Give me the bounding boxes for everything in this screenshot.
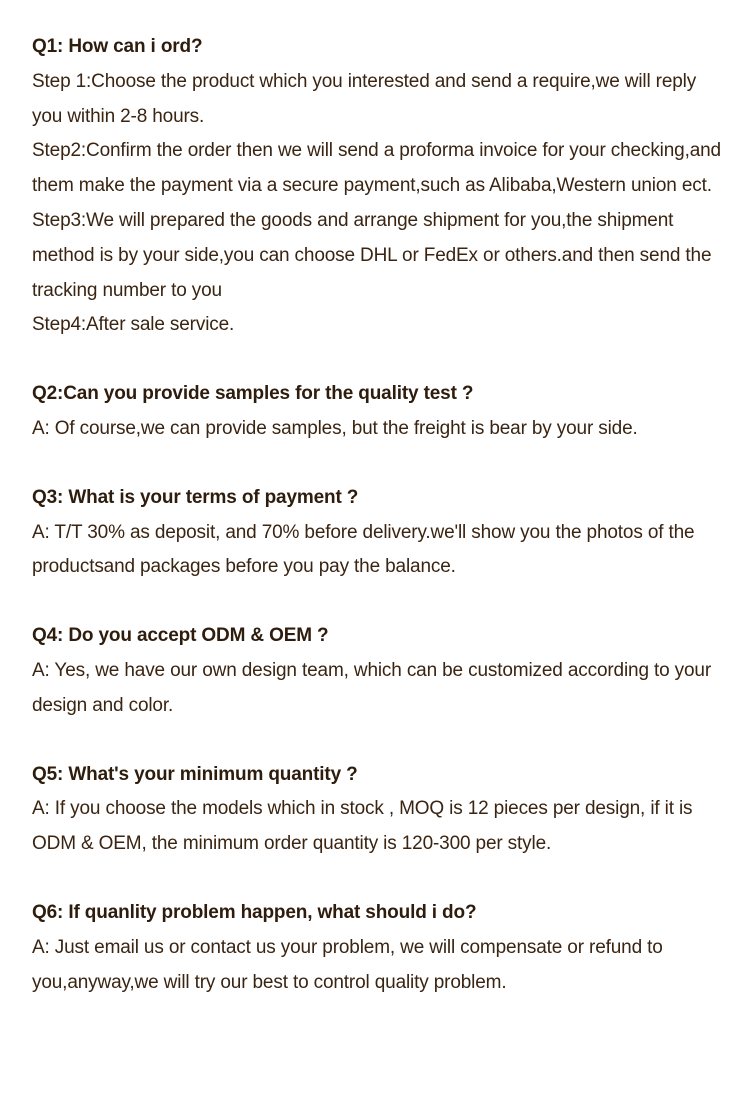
question-q3: Q3: What is your terms of payment ? [32,486,359,508]
answer-line: you within 2-8 hours. [32,105,205,127]
answer-line: tracking number to you [32,279,222,301]
answer-line: A: T/T 30% as deposit, and 70% before delivery.we'll show you the photos of the [32,521,695,543]
answer-line: Step2:Confirm the order then we will send a proforma invoice for your checking,and [32,140,721,162]
faq-item-q3 [32,481,742,585]
answer-line: method is by your side,you can choose DHL or FedEx or others.and then send the [32,244,712,266]
faq-item-q4 [32,619,742,723]
answer-line: you,anyway,we will try our best to control quality problem. [32,971,507,993]
question-q1: Q1: How can i ord? [32,36,203,57]
question-q5: Q5: What's your minimum quantity ? [32,763,358,785]
question-q2: Q2:Can you provide samples for the quality test ? [32,383,474,405]
question-q6: Q6: If quanlity problem happen, what should i do? [32,901,477,923]
answer-line: Step4:After sale service. [32,314,235,336]
answer-line: A: If you choose the models which in stock , MOQ is 12 pieces per design, if it is [32,798,693,820]
answer-line: Step 1:Choose the product which you interested and send a require,we will reply [32,70,697,92]
faq-item-q6 [32,896,742,1000]
faq-item-q5 [32,758,742,862]
faq-item-q2 [32,377,742,447]
answer-line: productsand packages before you pay the balance. [32,556,456,578]
faq-list [32,30,742,1034]
answer-line: A: Yes, we have our own design team, which can be customized according to your [32,659,712,681]
faq-item-q1 [32,30,742,343]
answer-line: A: Of course,we can provide samples, but the freight is bear by your side. [32,417,638,439]
answer-line: Step3:We will prepared the goods and arrange shipment for you,the shipment [32,209,674,231]
answer-line: ODM & OEM, the minimum order quantity is 120-300 per style. [32,833,552,855]
answer-line: A: Just email us or contact us your problem, we will compensate or refund to [32,936,663,958]
answer-line: them make the payment via a secure payment,such as Alibaba,Western union ect. [32,175,712,197]
question-q4: Q4: Do you accept ODM & OEM ? [32,625,329,647]
answer-line: design and color. [32,694,174,716]
